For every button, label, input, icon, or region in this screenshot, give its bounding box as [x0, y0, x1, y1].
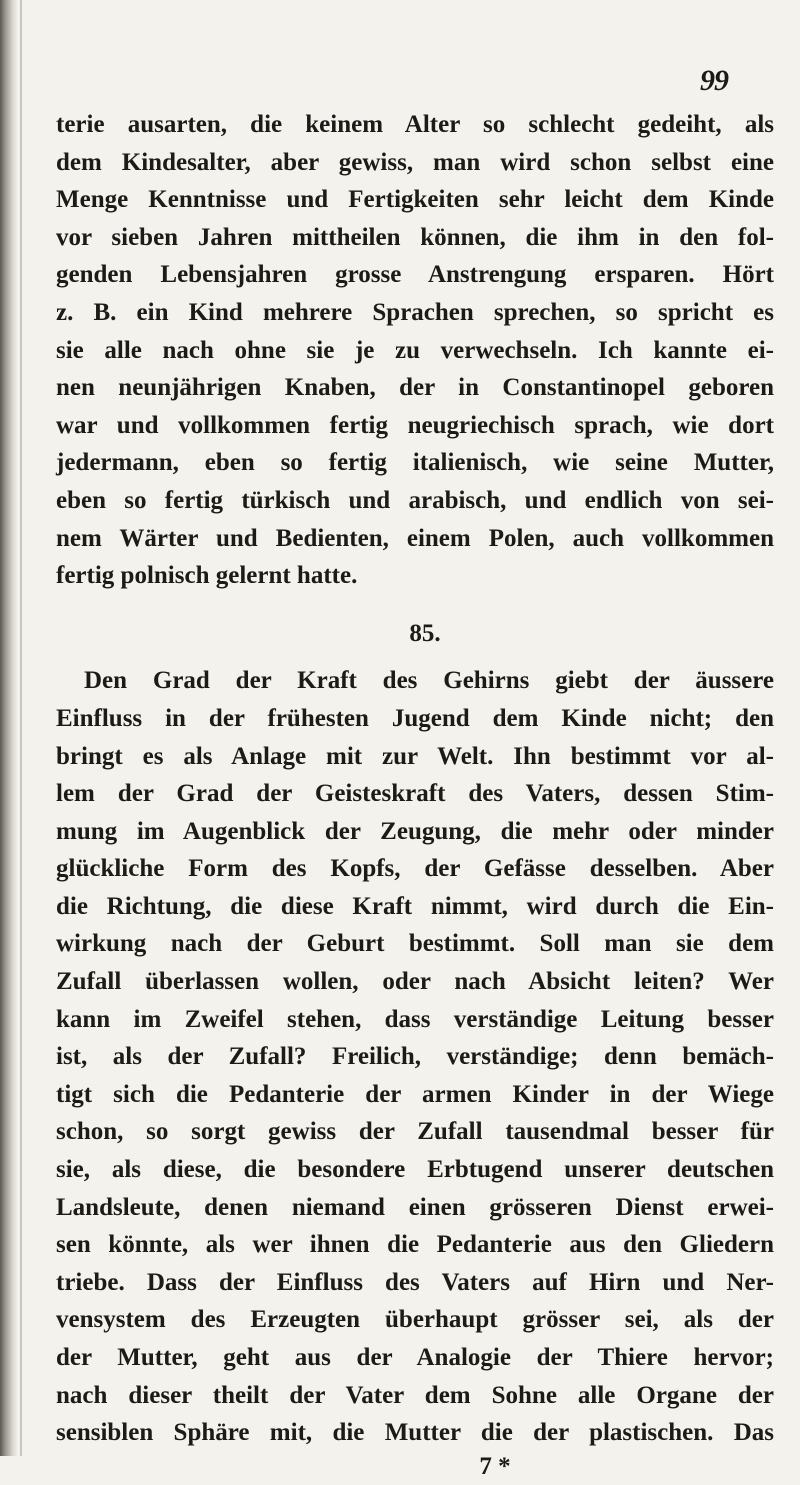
text-line: jedermann, eben so fertig italienisch, wie seine Mutter,	[56, 449, 774, 477]
text-line: schon, so sorgt gewiss der Zufall tausendmal besser für	[56, 1118, 774, 1146]
text-line: Den Grad der Kraft des Gehirns giebt der äussere	[84, 667, 774, 695]
text-line: vensystem des Erzeugten überhaupt grösser sei, als der	[56, 1306, 774, 1334]
text-line: Zufall überlassen wollen, oder nach Absicht leiten? Wer	[56, 968, 774, 996]
binding-gutter-line	[20, 0, 22, 1456]
page-number: 99	[700, 64, 728, 97]
text-line: war und vollkommen fertig neugriechisch sprach, wie dort	[56, 411, 774, 439]
text-line: vor sieben Jahren mittheilen können, die ihm in den fol-	[56, 223, 774, 251]
text-line: z. B. ein Kind mehrere Sprachen sprechen, so spricht es	[56, 298, 774, 326]
binding-gutter-shadow	[0, 0, 18, 1456]
text-line: sie alle nach ohne sie je zu verwechseln. Ich kannte ei-	[56, 336, 774, 364]
text-line: kann im Zweifel stehen, dass verständige Leitung besser	[56, 1005, 774, 1033]
text-line: Menge Kenntnisse und Fertigkeiten sehr leicht dem Kinde	[56, 186, 774, 214]
text-line: sie, als diese, die besondere Erbtugend unserer deutschen	[56, 1156, 774, 1184]
text-line: tigt sich die Pedanterie der armen Kinder in der Wiege	[56, 1080, 774, 1108]
text-line: genden Lebensjahren grosse Anstrengung ersparen. Hört	[56, 261, 774, 289]
text-line: nem Wärter und Bedienten, einem Polen, auch vollkommen	[56, 524, 774, 552]
text-line: sen könnte, als wer ihnen die Pedanterie aus den Gliedern	[56, 1231, 774, 1259]
text-line: Einfluss in der frühesten Jugend dem Kinde nicht; den	[56, 704, 774, 732]
text-line: fertig polnisch gelernt hatte.	[56, 562, 358, 590]
text-line: triebe. Dass der Einfluss des Vaters auf Hirn und Ner-	[56, 1268, 774, 1296]
text-line: Landsleute, denen niemand einen grösseren Dienst erwei-	[56, 1193, 774, 1221]
text-line: dem Kindesalter, aber gewiss, man wird schon selbst eine	[56, 148, 774, 176]
text-line: sensiblen Sphäre mit, die Mutter die der plastischen. Das	[56, 1419, 774, 1447]
text-line: mung im Augenblick der Zeugung, die mehr oder minder	[56, 817, 774, 845]
text-line: die Richtung, die diese Kraft nimmt, wird durch die Ein-	[56, 892, 774, 920]
text-line: eben so fertig türkisch und arabisch, und endlich von sei-	[56, 486, 774, 514]
text-line: wirkung nach der Geburt bestimmt. Soll man sie dem	[56, 930, 774, 958]
text-line: nach dieser theilt der Vater dem Sohne alle Organe der	[56, 1381, 774, 1409]
text-line: der Mutter, geht aus der Analogie der Thiere hervor;	[56, 1344, 774, 1371]
text-line: terie ausarten, die keinem Alter so schlecht gedeiht, als	[56, 111, 774, 138]
section-number: 85.	[409, 619, 441, 647]
signature-mark: 7 *	[479, 1452, 511, 1480]
text-line: bringt es als Anlage mit zur Welt. Ihn bestimmt vor al-	[56, 742, 774, 770]
paragraph-2	[56, 662, 774, 1451]
text-line: glückliche Form des Kopfs, der Gefässe desselben. Aber	[56, 855, 774, 883]
text-line: nen neunjährigen Knaben, der in Constantinopel geboren	[56, 374, 774, 402]
text-line: ist, als der Zufall? Freilich, verständige; denn bemäch-	[56, 1043, 774, 1071]
body-text	[56, 106, 774, 1485]
paragraph-1	[56, 106, 774, 595]
text-line: lem der Grad der Geisteskraft des Vaters, dessen Stim-	[56, 780, 774, 808]
